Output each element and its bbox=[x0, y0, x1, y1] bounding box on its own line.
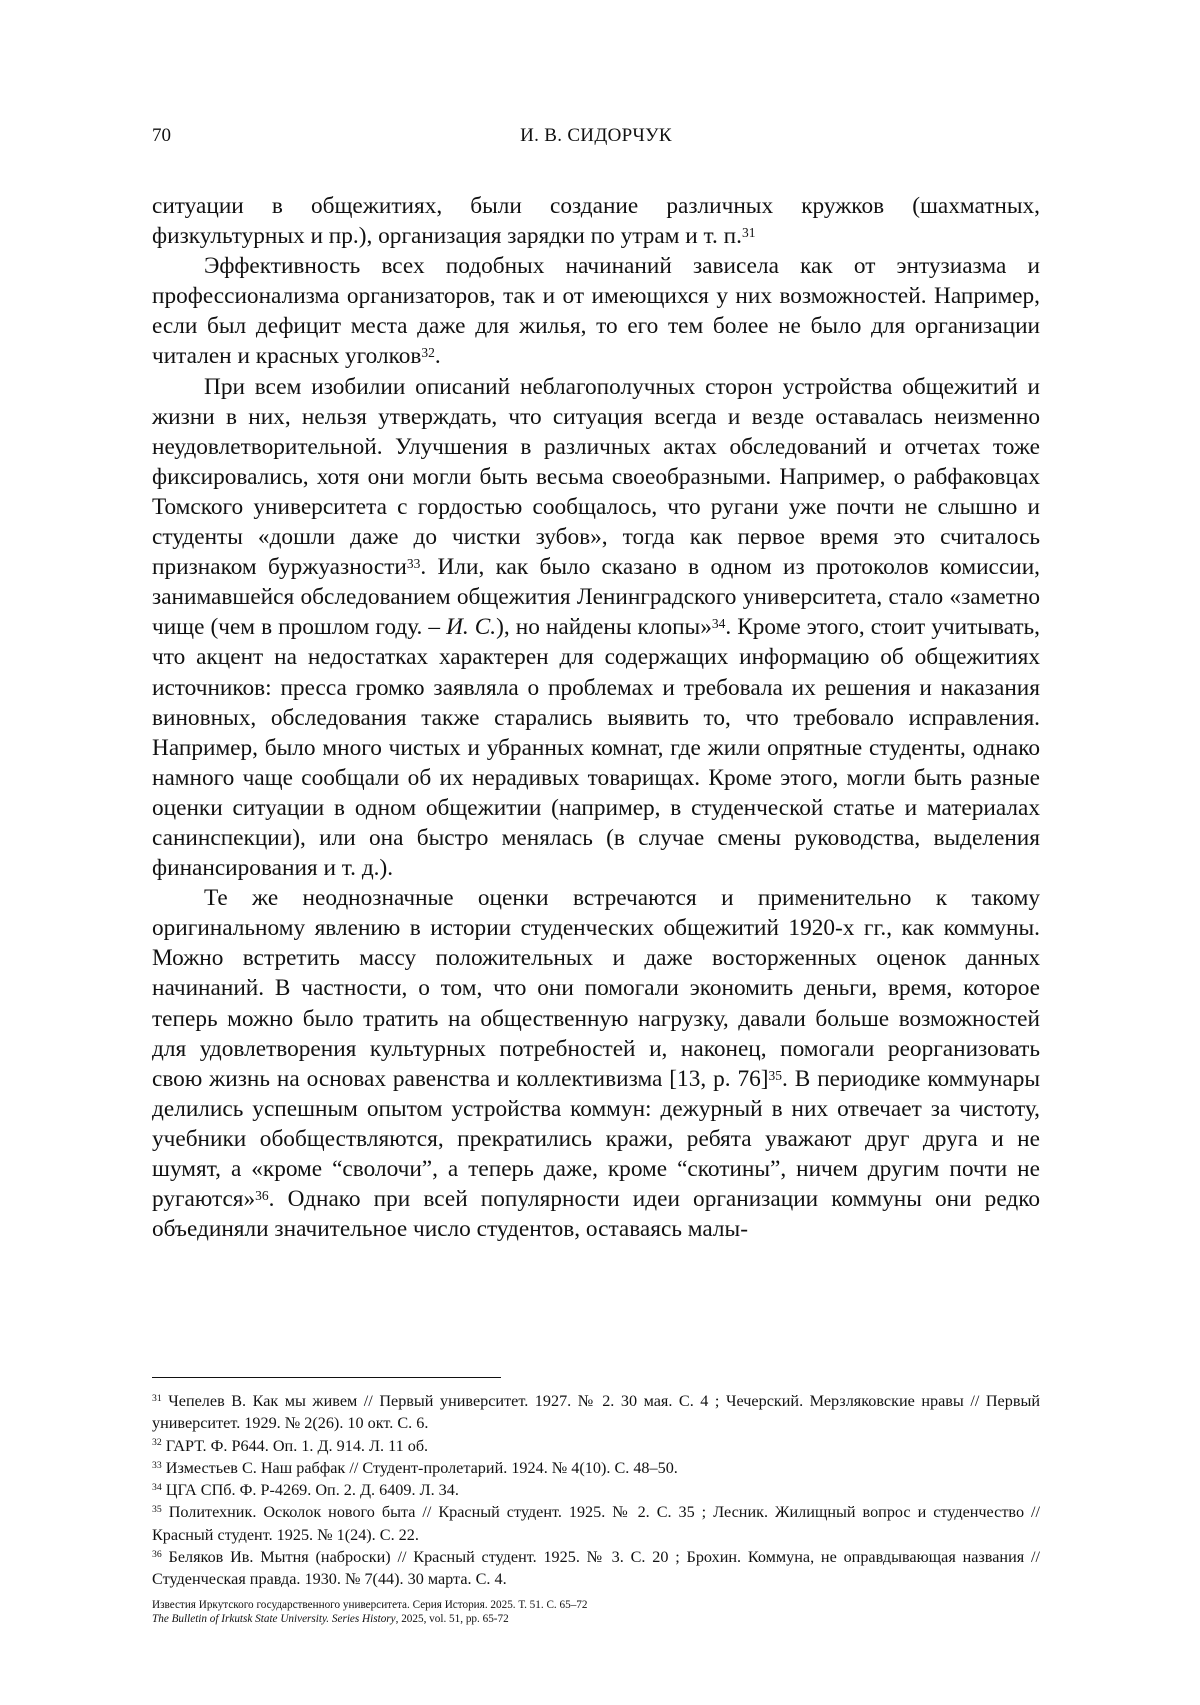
footnote-text: Беляков Ив. Мытня (наброски) // Красный студент. 1925. № 3. С. 20 ; Брохин. Коммуна, не оправдывающая названия // Студенческая правда. 1930. № 7(44). 30 марта. С. 4. bbox=[152, 1548, 1040, 1589]
footnote bbox=[152, 1501, 1040, 1546]
footnote-text: Политехник. Осколок нового быта // Красный студент. 1925. № 2. С. 35 ; Лесник. Жилищный вопрос и студенчество // Красный студент. 1925. № 1(24). С. 22. bbox=[152, 1503, 1040, 1544]
paragraph-text: ситуации в общежитиях, были создание различных кружков (шахматных, физкультурных и пр.), организация зарядки по утрам и т. п. bbox=[152, 193, 1040, 250]
footnote-ref-34[interactable]: 34 bbox=[711, 616, 726, 632]
editor-initials: И. С. bbox=[446, 614, 497, 641]
footnote-ref-33[interactable]: 33 bbox=[406, 556, 421, 572]
journal-title-en: The Bulletin of Irkutsk State University. Series History bbox=[152, 1612, 396, 1625]
footnote-number: 33 bbox=[152, 1459, 162, 1471]
paragraph-text: . Или, как было сказано в одном из протоколов комиссии, занимавшейся обследованием общежития Ленинградского университета, стало «заметно чище (чем в прошлом году. – bbox=[152, 554, 1040, 641]
paragraph-1 bbox=[152, 191, 1040, 251]
footnote-number: 32 bbox=[152, 1437, 162, 1449]
footnote-divider bbox=[152, 1377, 501, 1378]
article-body bbox=[152, 191, 1040, 1244]
footnotes bbox=[152, 1390, 1040, 1591]
paragraph-2 bbox=[152, 251, 1040, 371]
paragraph-text: Те же неоднозначные оценки встречаются и применительно к такому оригинальному явлению в истории студенческих общежитий 1920-х гг., как коммуны. Можно встретить массу положительных и даже восторженных оценок данных начинаний. В частности, о том, что они помогали экономить деньги, время, которое теперь можно было тратить на общественную нагрузку, давали больше возможностей для удовлетворения культурных потребностей и, наконец, помогали реорганизовать свою жизнь на основах равенства и коллективизма [13, p. 76] bbox=[152, 885, 1040, 1092]
footnote-ref-36[interactable]: 36 bbox=[255, 1188, 269, 1204]
footnote bbox=[152, 1435, 1040, 1457]
footnote-number: 31 bbox=[152, 1392, 162, 1404]
page-number: 70 bbox=[152, 125, 171, 146]
paragraph-text: . Однако при всей популярности идеи организации коммуны они редко объединяли значительное число студентов, оставаясь малы- bbox=[152, 1186, 1040, 1243]
journal-citation-en bbox=[152, 1613, 1040, 1627]
running-head bbox=[152, 125, 1040, 151]
footnote-ref-32[interactable]: 32 bbox=[421, 345, 435, 361]
paragraph-4 bbox=[152, 883, 1040, 1244]
footnote-text: Чепелев В. Как мы живем // Первый университет. 1927. № 2. 30 мая. С. 4 ; Чечерский. Мерзляковские нравы // Первый университет. 1929. № 2(26). 10 окт. С. 6. bbox=[152, 1392, 1040, 1433]
journal-citation-ru: Известия Иркутского государственного университета. Серия История. 2025. Т. 51. С. 65–72 bbox=[152, 1599, 588, 1611]
footnote-ref-31[interactable]: 31 bbox=[741, 225, 756, 241]
paragraph-text: . Кроме этого, стоит учитывать, что акцент на недостатках характерен для содержащих информацию об общежитиях источников: пресса громко заявляла о проблемах и требовала их решения и наказания виновных, обследования также старались выявить то, что требовало исправления. Например, было много чистых и убранных комнат, где жили опрятные студенты, однако намного чаще сообщали об их нерадивых товарищах. Кроме этого, могли быть разные оценки ситуации в одном общежитии (например, в студенческой статье и материалах санинспекции), или она быстро менялась (в случае смены руководства, выделения финансирования и т. д.). bbox=[152, 614, 1040, 882]
paragraph-text: ), но найдены клопы» bbox=[496, 614, 712, 641]
paragraph-text: . В периодике коммунары делились успешным опытом устройства коммун: дежурный в них отвечает за чистоту, учебники обобществляются, прекратились кражи, ребята уважают друг друга и не шумят, а «кроме “сволочи”, а теперь даже, кроме “скотины”, ничем другим почти не ругаются» bbox=[152, 1065, 1041, 1213]
footnote-number: 35 bbox=[152, 1504, 162, 1516]
footnote bbox=[152, 1546, 1040, 1591]
footnote-number: 36 bbox=[152, 1548, 162, 1560]
journal-volume-en: , 2025, vol. 51, pp. 65-72 bbox=[395, 1612, 509, 1625]
paragraph-text: . bbox=[434, 343, 441, 370]
footnote-number: 34 bbox=[152, 1481, 162, 1493]
paragraph-3 bbox=[152, 372, 1040, 884]
paragraph-text: При всем изобилии описаний неблагополучных сторон устройства общежитий и жизни в них, нельзя утверждать, что ситуация всегда и везде оставалась неизменно неудовлетворительной. Улучшения в различных актах обследований и отчетах тоже фиксировались, хотя они могли быть весьма своеобразными. Например, о рабфаковцах Томского университета с гордостью сообщалось, что ругани уже почти не слышно и студенты «дошли даже до чистки зубов», тогда как первое время это считалось признаком буржуазности bbox=[152, 373, 1040, 581]
journal-citation bbox=[152, 1599, 1040, 1626]
footnote bbox=[152, 1390, 1040, 1435]
running-head-author: И. В. СИДОРЧУК bbox=[520, 125, 672, 146]
footnote-text: Изместьев С. Наш рабфак // Студент-пролетарий. 1924. № 4(10). С. 48–50. bbox=[161, 1458, 678, 1477]
footnote bbox=[152, 1479, 1040, 1501]
footnote-ref-35[interactable]: 35 bbox=[768, 1067, 783, 1083]
footnote bbox=[152, 1457, 1040, 1479]
footnote-text: ЦГА СПб. Ф. Р-4269. Оп. 2. Д. 6409. Л. 34. bbox=[161, 1481, 459, 1500]
paragraph-text: Эффективность всех подобных начинаний зависела как от энтузиазма и профессионализма организаторов, так и от имеющихся у них возможностей. Например, если был дефицит места даже для жилья, то его тем более не было для организации читален и красных уголков bbox=[152, 253, 1040, 370]
footnote-text: ГАРТ. Ф. Р644. Оп. 1. Д. 914. Л. 11 об. bbox=[161, 1436, 429, 1455]
